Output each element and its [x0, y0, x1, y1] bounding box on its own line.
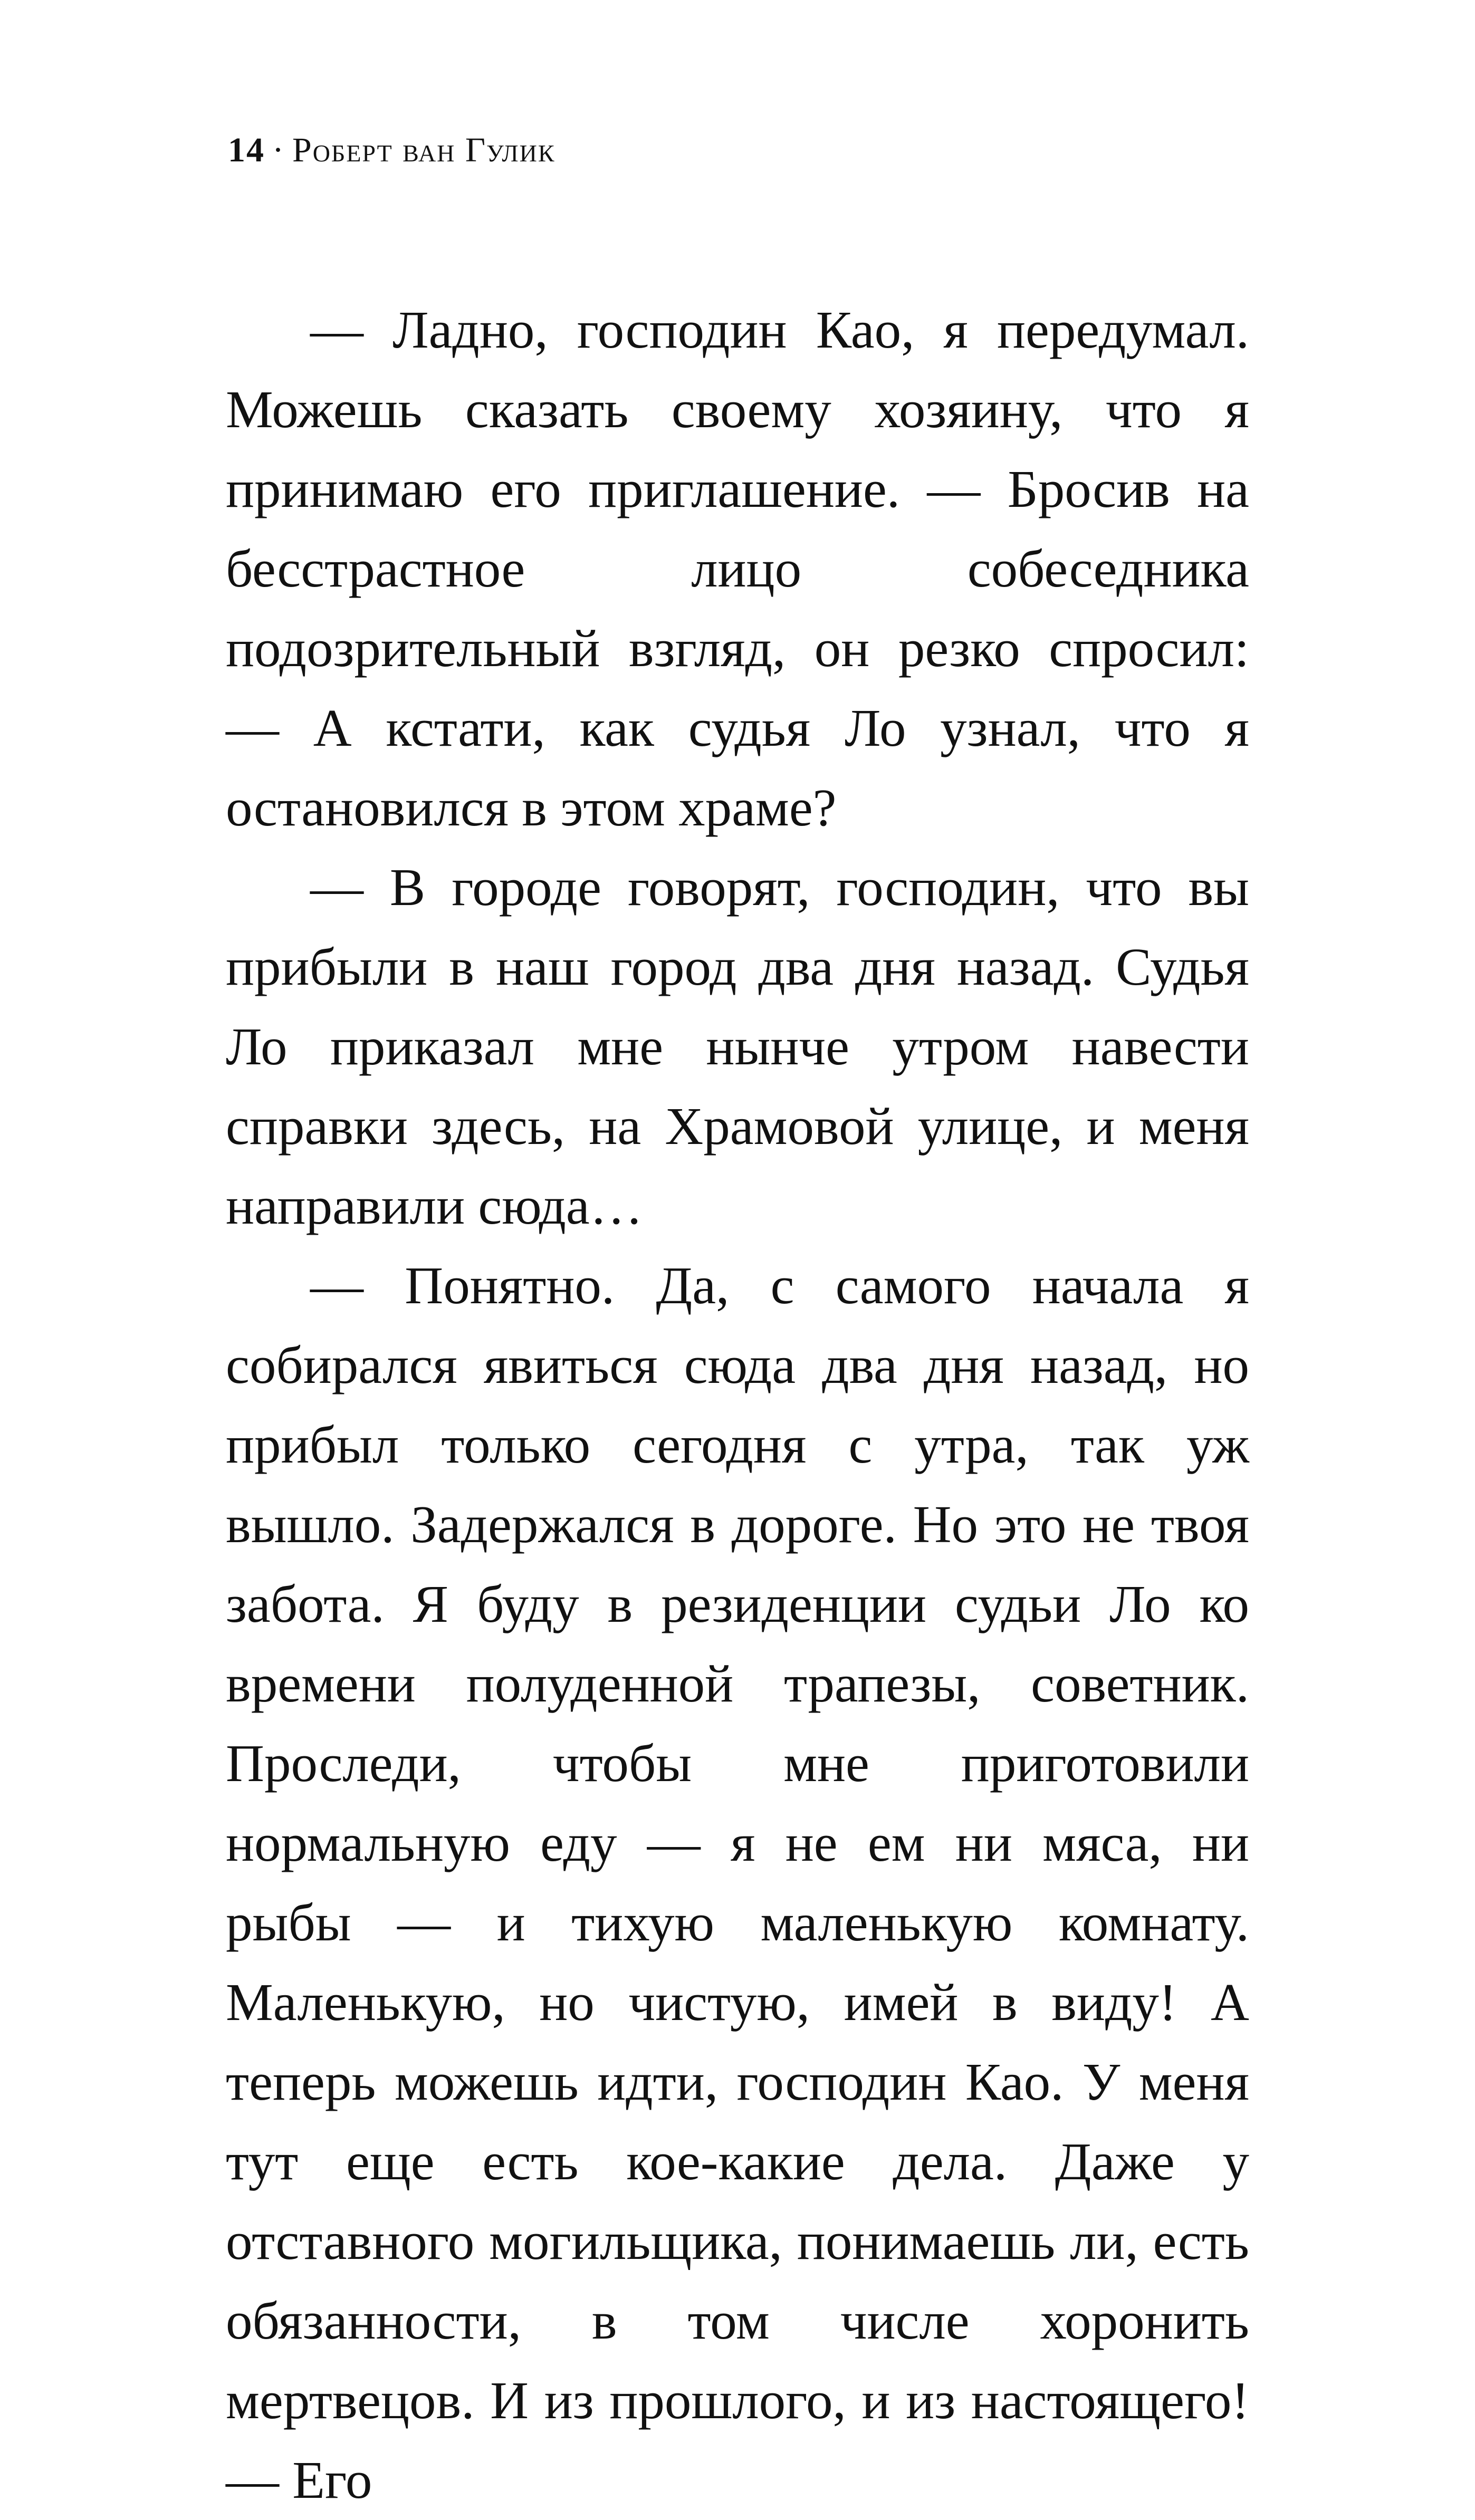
running-head: [228, 127, 555, 174]
paragraph-2: — В городе говорят, господин, что вы прибыли в наш город два дня назад. Судья Ло приказал мне нынче утром навести справки здесь, на Храмовой улице, и меня направили сюда…: [226, 858, 1249, 1235]
paragraph-3: — Понятно. Да, с самого начала я собирался явиться сюда два дня назад, но прибыл только сегодня с утра, так уж вышло. Задержался в дороге. Но это не твоя забота. Я буду в резиденции судьи Ло ко времени полуденной трапезы, советник. Проследи, чтобы мне приготовили нормальную еду — я не ем ни мяса, ни рыбы — и тихую маленькую комнату. Маленькую, но чистую, имей в виду! А теперь можешь идти, господин Као. У меня тут еще есть кое-какие дела. Даже у отставного могильщика, понимаешь ли, есть обязанности, в том числе хоронить мертвецов. И из прошлого, и из настоящего! — Его: [226, 1256, 1249, 2509]
paragraph-1: — Ладно, господин Као, я передумал. Можешь сказать своему хозяину, что я принимаю его приглашение. — Бросив на бесстрастное лицо собеседника подозрительный взгляд, он резко спросил: — А кстати, как судья Ло узнал, что я остановился в этом храме?: [226, 300, 1249, 837]
body-text: [226, 290, 1249, 2520]
page-number: 14: [228, 131, 265, 169]
header-separator: ·: [272, 131, 285, 169]
author-name: Роберт ван Гулик: [292, 131, 555, 169]
